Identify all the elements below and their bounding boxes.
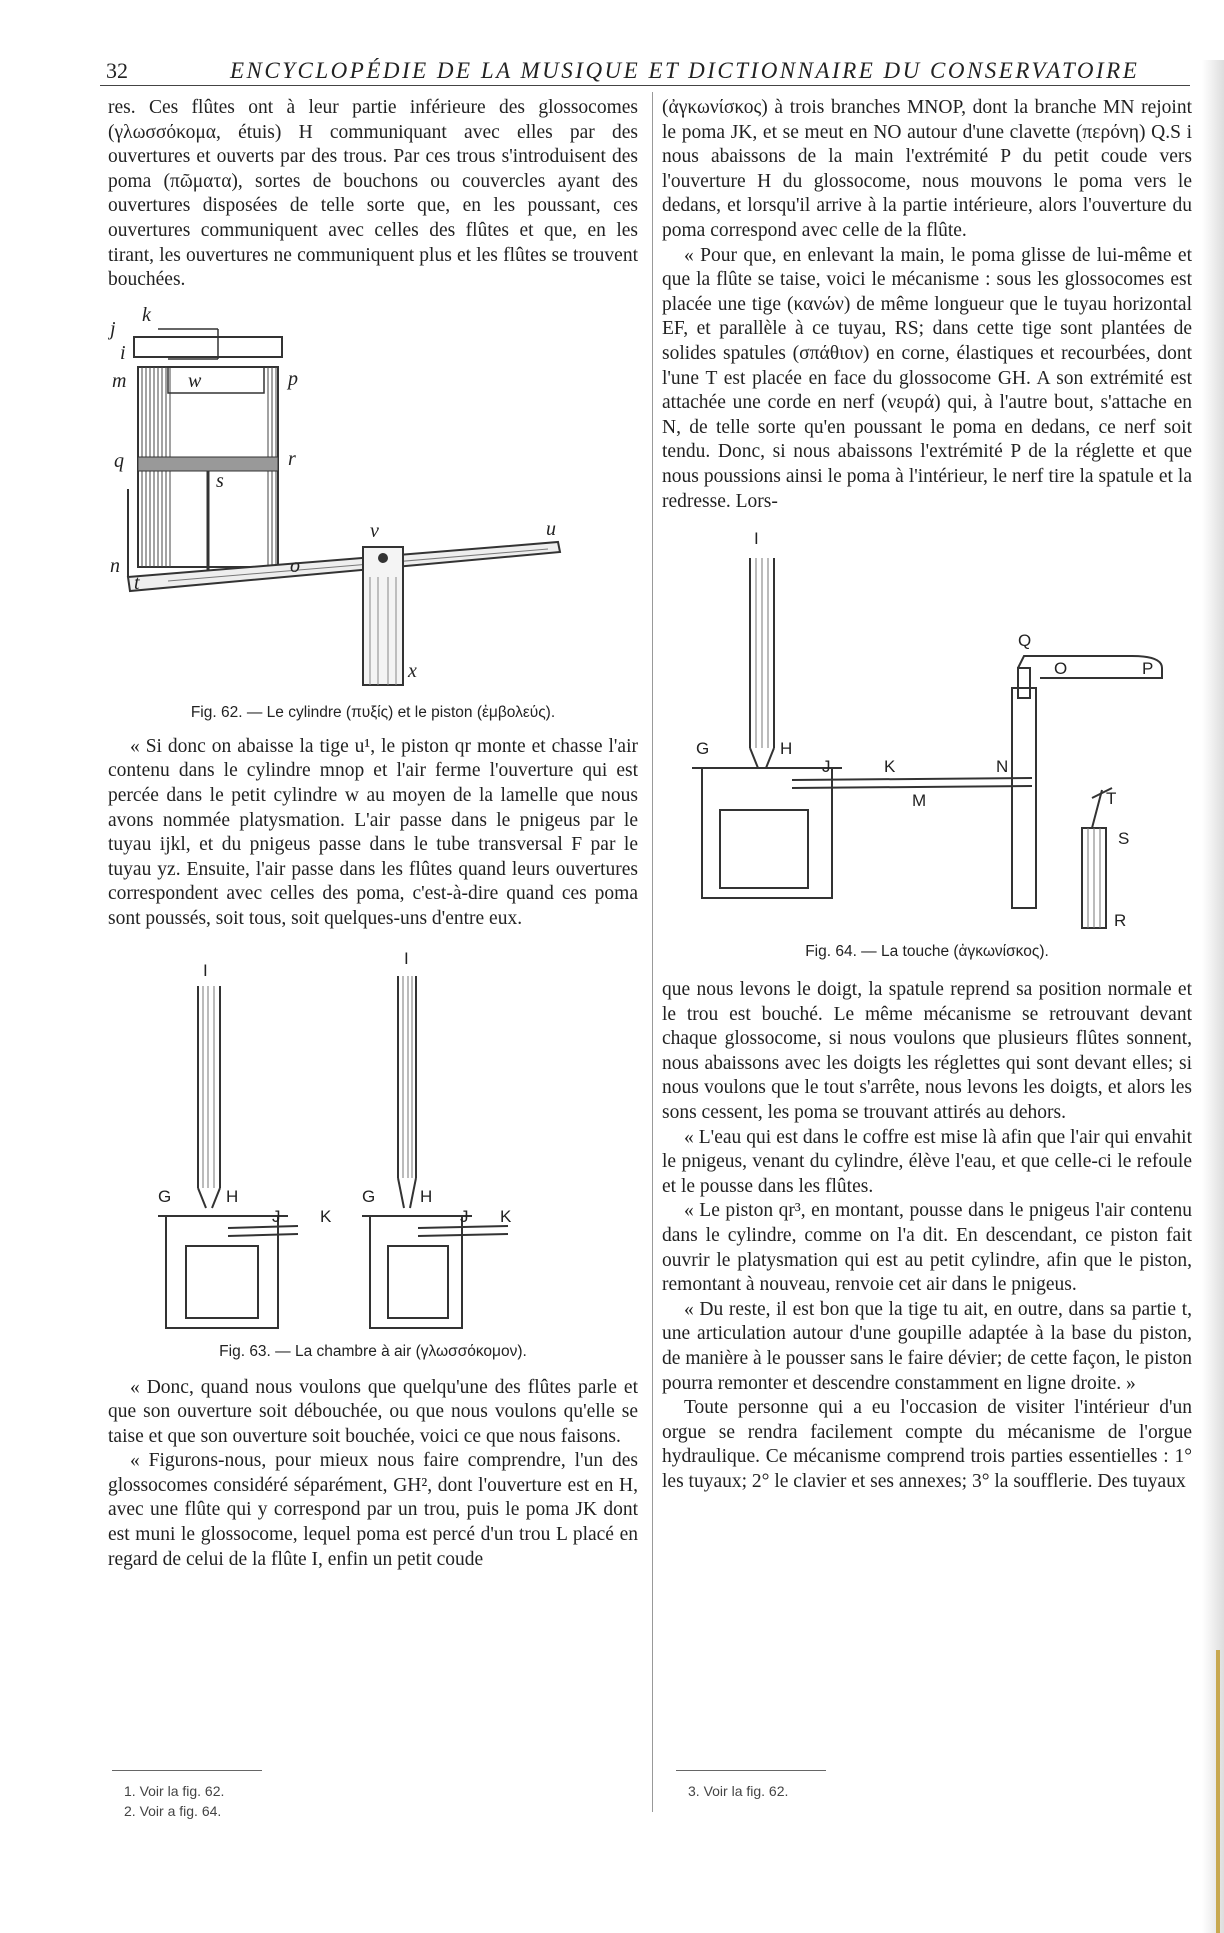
- left-paragraph-1: res. Ces flûtes ont à leur partie inférieure des glossocomes (γλωσσόκομα, étuis) H communiquant avec elles par des ouvertures et ouverts par des trous. Par ces trous s'introduisent des poma (πῶματα), sortes de bouchons ou couvercles ayant des ouvertures disposées de telle sorte que, en les poussant, ces ouvertures communiquent avec celles des flûtes et que, en les tirant, les ouvertures ne communiquent plus et les flûtes se trouvent bouchées.: [108, 97, 638, 291]
- left-paragraph-3: « Donc, quand nous voulons que quelqu'une des flûtes parle et que son ouverture soit débouchée, ou que nous voulons qu'elle se taise et que son ouverture soit bouchée, voici ce que nous faisons.: [108, 1376, 638, 1447]
- fig62-label: s: [216, 469, 224, 492]
- page-edge-shadow: [1202, 60, 1224, 1933]
- fig62-label: i: [120, 341, 126, 364]
- figure-64: [662, 528, 1192, 968]
- left-footnotes: [112, 1770, 262, 1821]
- fig62-drawing: [108, 307, 638, 695]
- right-paragraph-7: Toute personne qui a eu l'occasion de visiter l'intérieur d'un orgue se rendra facilement compte du mécanisme de l'orgue hydraulique. Ce mécanisme comprend trois parties essentielles : 1° les tuyaux; 2° le clavier et ses annexes; 3° la soufflerie. Des tuyaux: [662, 1397, 1192, 1492]
- fig64-post: [1012, 688, 1036, 908]
- fig63-label: H: [226, 1186, 239, 1206]
- page-edge-binding: [1216, 1650, 1220, 1933]
- fig62-label: r: [288, 447, 296, 470]
- footnote-rule: [112, 1770, 262, 1771]
- fig64-label: I: [754, 529, 759, 549]
- fig63-label: J: [460, 1206, 469, 1226]
- fig64-label: G: [696, 739, 710, 759]
- fig64-drawing: [662, 528, 1192, 934]
- fig63-label: I: [404, 948, 409, 968]
- fig63-label: G: [158, 1186, 172, 1206]
- fig62-label: x: [408, 659, 417, 682]
- fig63-label: K: [320, 1206, 332, 1226]
- footnote: 2. Voir a fig. 64.: [124, 1803, 222, 1819]
- fig63-caption: Fig. 63. — La chambre à air (γλωσσόκομον).: [219, 1342, 527, 1360]
- fig62-label: k: [142, 306, 151, 326]
- fig64-label: H: [780, 739, 793, 759]
- fig64-label: S: [1118, 829, 1130, 849]
- fig62-label: u: [546, 517, 556, 540]
- fig64-label: T: [1106, 789, 1117, 809]
- left-column: [108, 96, 638, 1572]
- fig64-label: K: [884, 757, 896, 777]
- fig64-label: Q: [1018, 631, 1032, 651]
- fig63-label: J: [272, 1206, 281, 1226]
- right-column: [662, 96, 1192, 1495]
- right-paragraph-6: « Du reste, il est bon que la tige tu ait, en outre, dans sa partie t, une articulation autour d'une goupille adaptée à la base du piston, de manière à le pousser sans le faire dévier; de cette façon, le piston pourra remonter et descendre constamment en ligne droite. »: [662, 1298, 1192, 1394]
- right-paragraph-1: (ἀγκωνίσκος) à trois branches MNOP, dont la branche MN rejoint le poma JK, et se meut en NO autour d'une clavette (περόνη) Q.S i nous abaissons de la main l'extrémité P du petit coude vers l'ouverture H du glossocome, nous mouvons le poma vers le dedans, et lorsqu'il arrive à la partie intérieure, alors l'ouverture du poma correspond avec celle de la flûte.: [662, 97, 1192, 241]
- fig62-label: o: [290, 554, 300, 577]
- fig63-chamber-left: [166, 1216, 278, 1328]
- fig63-label: I: [203, 960, 208, 980]
- fig63-label: G: [362, 1186, 376, 1206]
- running-title: ENCYCLOPÉDIE DE LA MUSIQUE ET DICTIONNAIRE DU CONSERVATOIRE: [230, 58, 1140, 83]
- page-number: 32: [106, 58, 128, 83]
- fig63-drawing: [108, 946, 638, 1334]
- fig64-label: J: [822, 757, 831, 777]
- fig62-caption: Fig. 62. — Le cylindre (πυξίς) et le piston (ἐμβολεύς).: [190, 703, 556, 721]
- right-paragraph-5: « Le piston qr³, en montant, pousse dans le pnigeus l'air contenu dans le cylindre, comme on l'a dit. En descendant, ce piston fait ouvrir le platysmation qui est au petit cylindre, afin que le piston, remontant à nouveau, renvoie cet air dans le pnigeus.: [662, 1200, 1192, 1296]
- header-rule: [100, 85, 1190, 86]
- fig64-label: O: [1054, 659, 1068, 679]
- right-paragraph-2: « Pour que, en enlevant la main, le poma glisse de lui-même et que la flûte se taise, voici le mécanisme : sous les glossocomes est placée une tige (κανών) de même longueur que le tuyau horizontal EF, et parallèle à ce tuyau, RS; dans cette tige sont plantées de solides spatules (σπάθιον) en corne, élastiques et recourbées, dont l'une T est placée en face du glossocome GH. A son extrémité est attachée une corde en nerf (νευρά) qui, à l'autre bout, s'attache en N, de telle sorte qu'en poussant le poma en dedans, ce nerf soit tendu. Donc, si nous abaissons l'extrémité P de la réglette et que nous poussions ainsi le poma à l'intérieur, le nerf tire la spatule et la redresse. Lors-: [662, 244, 1192, 512]
- page-header: [100, 58, 1200, 88]
- right-paragraph-4: « L'eau qui est dans le coffre est mise là afin que l'air qui envahit le pnigeus, venant du cylindre, élève l'eau, et que celle-ci le refoule et le pousse dans les flûtes.: [662, 1126, 1192, 1197]
- fig62-label: t: [134, 571, 140, 594]
- column-separator: [652, 92, 653, 1812]
- footnote-rule: [676, 1770, 826, 1771]
- fig62-label: n: [110, 554, 120, 577]
- fig64-label: R: [1114, 911, 1127, 931]
- left-paragraph-4: « Figurons-nous, pour mieux nous faire comprendre, l'un des glossocomes considéré séparément, GH², dont l'ouverture est en H, avec une flûte qui y correspond par un trou, puis le poma JK dont est muni le glossocome, lequel poma est percé d'un trou L placé en regard de celui de la flûte I, enfin un petit coude: [108, 1450, 638, 1570]
- left-paragraph-2: « Si donc on abaisse la tige u¹, le piston qr monte et chasse l'air contenu dans le cylindre mnop et l'air ferme l'ouverture qui est percée dans le petit cylindre w au moyen de la lamelle que nous avons nommée platysmation. L'air passe dans le pnigeus par le tuyau ijkl, et du pnigeus passe dans le tube transversal F par le tuyau yz. Ensuite, l'air passe dans les flûtes quand leurs ouvertures correspondent avec celles des poma, c'est-à-dire quand ces poma sont poussés, soit tous, soit quelques-uns d'entre eux.: [108, 735, 638, 929]
- right-paragraph-3: que nous levons le doigt, la spatule reprend sa position normale et le trou est bouché. Le même mécanisme se retrouvant devant chaque glossocome, si nous voulons que plusieurs flûtes sonnent, nous abaissons avec les doigts les réglettes qui sont devant elles; si nous voulons que le tout s'arrête, nous levons les doigts, et alors les sons cessent, les poma se trouvant attirés au dehors.: [662, 979, 1192, 1124]
- fig62-piston: [138, 457, 278, 471]
- fig63-label: H: [420, 1186, 433, 1206]
- fig62-label: m: [112, 369, 127, 392]
- fig64-label: N: [996, 757, 1009, 777]
- fig62-top-cap: [134, 337, 282, 357]
- fig62-label: q: [114, 449, 124, 472]
- fig62-label: w: [188, 369, 202, 392]
- fig64-label: P: [1142, 659, 1154, 679]
- fig62-post: [363, 547, 403, 685]
- footnote: 3. Voir la fig. 62.: [688, 1783, 789, 1799]
- right-footnotes: [676, 1770, 826, 1801]
- fig62-label: p: [288, 367, 298, 390]
- fig64-caption: Fig. 64. — La touche (ἀγκωνίσκος).: [805, 943, 1049, 961]
- fig63-label: K: [500, 1206, 512, 1226]
- fig62-label: j: [110, 317, 116, 340]
- fig62-label: v: [370, 519, 379, 542]
- figure-63: [108, 946, 638, 1366]
- footnote: 1. Voir la fig. 62.: [124, 1783, 225, 1799]
- fig64-label: M: [912, 791, 927, 811]
- figure-62: [108, 307, 638, 725]
